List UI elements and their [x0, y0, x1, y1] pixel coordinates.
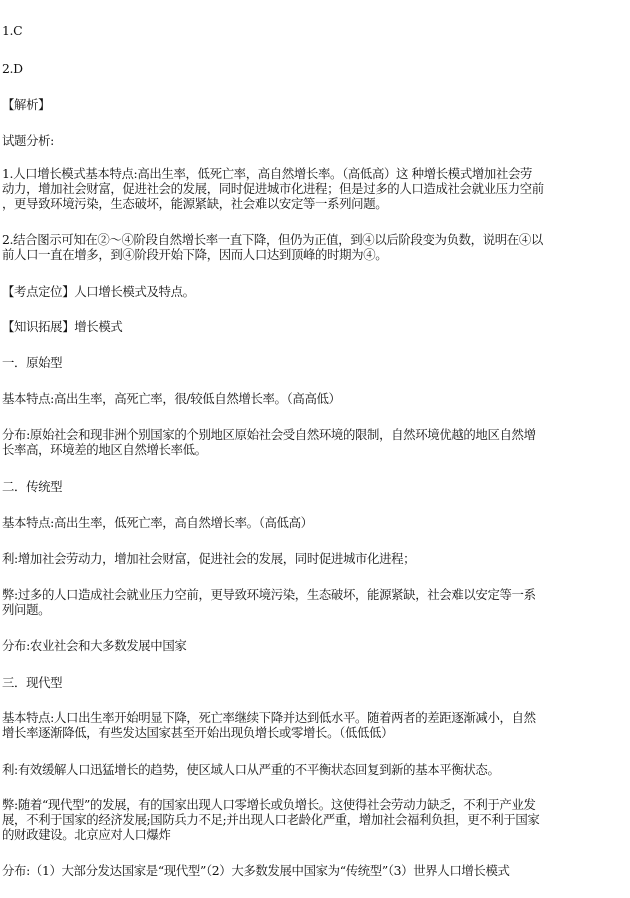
section-3-features-line-1: 基本特点:人口出生率开始明显下降，死亡率继续下降并达到低水平。随着两者的差距逐渐减小，自然	[2, 710, 536, 725]
section-1-title: 一．原始型	[2, 355, 63, 370]
analysis-p1-line-1: 1.人口增长模式基本特点:高出生率，低死亡率，高自然增长率。（高低高）这 种增长模式增加社会劳	[2, 166, 533, 181]
section-2-pros: 利:增加社会劳动力，增加社会财富，促进社会的发展，同时促进城市化进程；	[2, 551, 416, 566]
analysis-p2-line-2: 前人口一直在增多，到④阶段开始下降，因而人口达到顶峰的时期为④。	[2, 247, 388, 262]
section-1-distribution-line-1: 分布:原始社会和现非洲个别国家的个别地区原始社会受自然环境的限制，自然环境优越的地区自然增	[2, 427, 536, 442]
section-3-features-line-2: 增长率逐渐降低，有些发达国家甚至开始出现负增长或零增长。（低低低）	[2, 725, 394, 740]
section-2-cons-line-2: 列问题。	[2, 602, 51, 617]
analysis-intro: 试题分析:	[2, 133, 54, 148]
analysis-p1-line-2: 动力，增加社会财富，促进社会的发展，同时促进城市化进程；但是过多的人口造成社会就业压力空前	[2, 181, 544, 196]
section-3-cons-line-3: 的财政建设。北京应对人口爆炸	[2, 827, 171, 842]
section-3-title: 三．现代型	[2, 675, 63, 690]
section-1-distribution-line-2: 长率高，环境差的地区自然增长率低。	[2, 442, 207, 457]
section-1-features: 基本特点:高出生率，高死亡率，很/较低自然增长率。（高高低）	[2, 391, 341, 406]
tuozhan-line: 【知识拓展】增长模式	[2, 319, 123, 334]
section-3-cons-line-2: 展，不利于国家的经济发展;国防兵力不足;并出现人口老龄化严重，增加社会福利负担，更不利于国家	[2, 812, 540, 827]
analysis-heading: 【解析】	[2, 97, 51, 112]
answer-2: 2.D	[2, 61, 23, 76]
section-3-cons-line-1: 弊:随着“现代型”的发展，有的国家出现人口零增长或负增长。这使得社会劳动力缺乏，不利于产业发	[2, 797, 536, 812]
section-2-title: 二．传统型	[2, 479, 63, 494]
section-2-distribution: 分布:农业社会和大多数发展中国家	[2, 638, 187, 653]
analysis-p2-line-1: 2.结合图示可知在②～④阶段自然增长率一直下降，但仍为正值，到④以后阶段变为负数，说明在④以	[2, 232, 543, 247]
answer-1: 1.C	[2, 23, 23, 38]
kaodian-line: 【考点定位】人口增长模式及特点。	[2, 284, 195, 299]
section-2-cons-line-1: 弊:过多的人口造成社会就业压力空前，更导致环境污染，生态破坏，能源紧缺，社会难以安定等一系	[2, 587, 536, 602]
section-3-pros: 利:有效缓解人口迅猛增长的趋势，使区域人口从严重的不平衡状态回复到新的基本平衡状态。	[2, 762, 500, 777]
section-2-features: 基本特点:高出生率，低死亡率，高自然增长率。（高低高）	[2, 515, 313, 530]
analysis-p1-line-3: ，更导致环境污染，生态破坏，能源紧缺，社会难以安定等一系列问题。	[2, 196, 388, 211]
section-3-distribution: 分布:（1）大部分发达国家是“现代型”（2）大多数发展中国家为“传统型”（3）世界人口增长模式	[2, 863, 510, 878]
